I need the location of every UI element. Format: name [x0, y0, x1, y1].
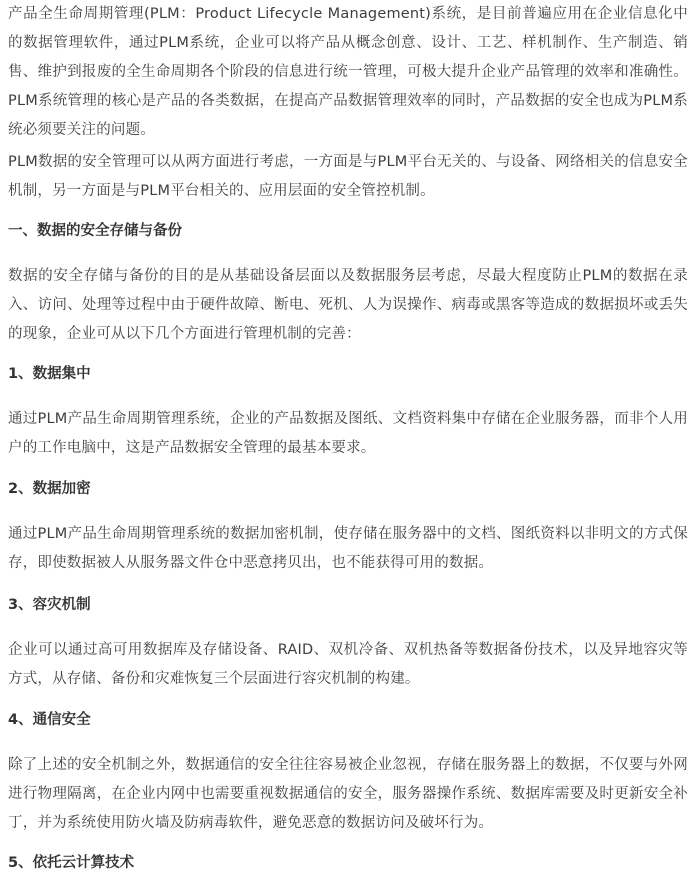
section-heading-storage-backup: 一、数据的安全存储与备份 [8, 223, 182, 239]
subheading-data-centralization: 1、数据集中 [8, 366, 91, 382]
subheading-communication-security: 4、通信安全 [8, 712, 91, 728]
subheading-disaster-recovery: 3、容灾机制 [8, 597, 91, 613]
subheading-cloud-computing: 5、依托云计算技术 [8, 855, 135, 871]
storage-backup-paragraph: 数据的安全存储与备份的目的是从基础设备层面以及数据服务层考虑，尽最大程度防止PLM的数据在录入、访问、处理等过程中由于硬件故障、断电、死机、人为误操作、病毒或黑客等造成的数据损坏或丢失的现象，企业可从以下几个方面进行管理机制的完善： [8, 268, 688, 342]
subheading-data-encryption: 2、数据加密 [8, 481, 91, 497]
communication-security-paragraph: 除了上述的安全机制之外，数据通信的安全往往容易被企业忽视，存储在服务器上的数据，不仅要与外网进行物理隔离，在企业内网中也需要重视数据通信的安全，服务器操作系统、数据库需要及时更新安全补丁，并为系统使用防火墙及防病毒软件，避免恶意的数据访问及破坏行为。 [8, 757, 688, 831]
overview-paragraph: PLM数据的安全管理可以从两方面进行考虑，一方面是与PLM平台无关的、与设备、网络相关的信息安全机制，另一方面是与PLM平台相关的、应用层面的安全管控机制。 [8, 154, 688, 199]
data-centralization-paragraph: 通过PLM产品生命周期管理系统，企业的产品数据及图纸、文档资料集中存储在企业服务器，而非个人用户的工作电脑中，这是产品数据安全管理的最基本要求。 [8, 411, 688, 456]
intro-paragraph: 产品全生命周期管理(PLM：Product Lifecycle Management)系统，是目前普遍应用在企业信息化中的数据管理软件，通过PLM系统，企业可以将产品从概念创意、设计、工艺、样机制作、生产制造、销售、维护到报废的全生命周期各个阶段的信息进行统一管理，可极大提升企业产品管理的效率和准确性。PLM系统管理的核心是产品的各类数据，在提高产品数据管理效率的同时，产品数据的安全也成为PLM系统必须要关注的问题。 [8, 6, 688, 138]
disaster-recovery-paragraph: 企业可以通过高可用数据库及存储设备、RAID、双机冷备、双机热备等数据备份技术，以及异地容灾等方式，从存储、备份和灾难恢复三个层面进行容灾机制的构建。 [8, 642, 688, 687]
data-encryption-paragraph: 通过PLM产品生命周期管理系统的数据加密机制，使存储在服务器中的文档、图纸资料以非明文的方式保存，即使数据被人从服务器文件仓中恶意拷贝出，也不能获得可用的数据。 [8, 526, 688, 571]
